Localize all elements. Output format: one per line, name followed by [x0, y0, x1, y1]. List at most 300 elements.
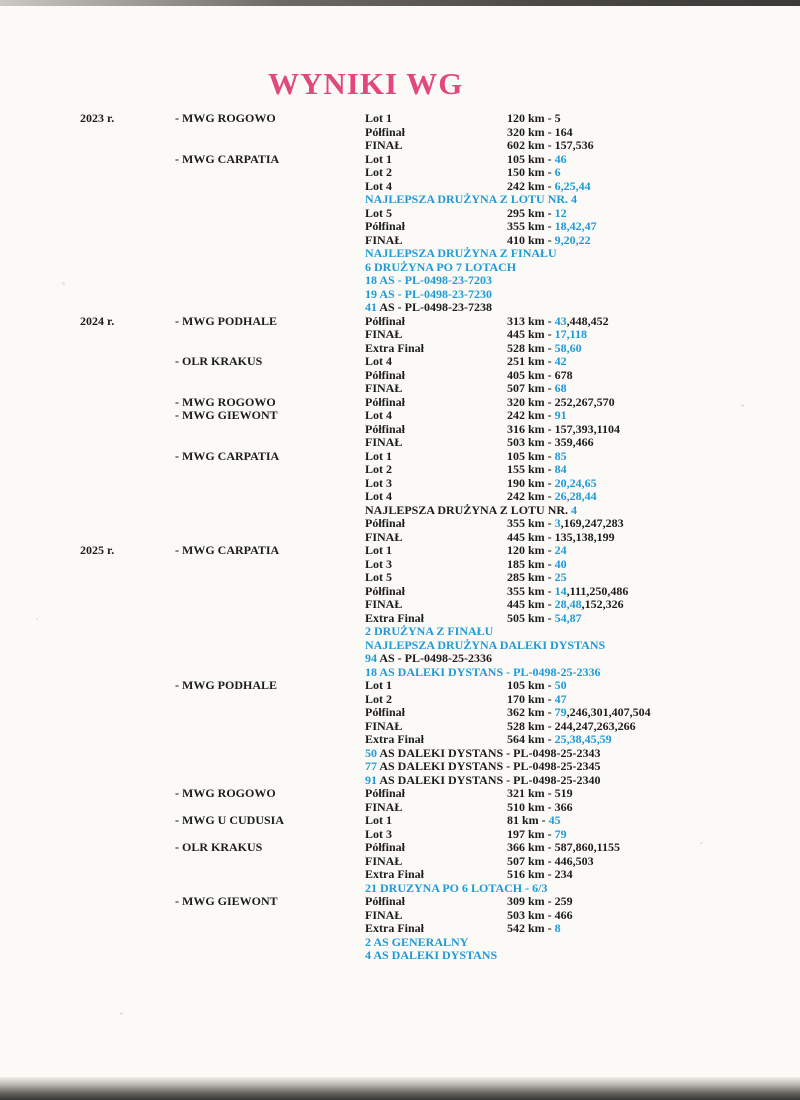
year-cell [0, 450, 175, 464]
organization-cell: - OLR KRAKUS [175, 840, 263, 854]
organization-cell [175, 207, 365, 221]
organization-cell: - MWG CARPATIA [175, 543, 280, 557]
highlighted-text-segment: 79 [554, 826, 567, 841]
result-cell [507, 490, 800, 504]
result-cell [507, 774, 800, 788]
flight-cell: Lot 3 [365, 556, 392, 571]
flight-cell: Extra Finał [365, 340, 424, 355]
note-cell [365, 502, 578, 518]
highlighted-text-segment: 40 [554, 556, 567, 571]
flight-cell: Półfinał [365, 583, 406, 598]
result-cell [507, 261, 800, 275]
organization-cell [175, 558, 365, 572]
result-row [0, 531, 800, 545]
text-segment: 321 km - 519 [507, 786, 573, 800]
result-cell [507, 733, 800, 747]
year-cell [0, 207, 175, 221]
text-segment: 564 km - [507, 732, 555, 746]
result-cell [507, 598, 800, 612]
highlighted-text-segment: 47 [554, 691, 567, 706]
year-cell [0, 436, 175, 450]
result-cell [507, 180, 800, 194]
flight-cell: Półfinał [365, 219, 406, 233]
result-cell [507, 882, 800, 896]
text-segment: 445 km - [507, 597, 555, 611]
result-row [0, 544, 800, 558]
note-row [0, 760, 800, 774]
year-cell [0, 180, 175, 194]
flight-cell: Półfinał [365, 786, 406, 800]
result-row [0, 112, 800, 126]
organization-cell [175, 342, 365, 356]
organization-cell [175, 193, 365, 207]
result-row [0, 477, 800, 491]
year-cell [0, 774, 175, 788]
text-segment: 366 km - 587,860,1155 [507, 840, 621, 854]
result-cell [507, 220, 800, 234]
highlighted-text-segment: 91 [554, 408, 567, 422]
flight-cell: Lot 1 [365, 813, 392, 827]
result-row [0, 922, 800, 936]
result-cell [507, 207, 800, 221]
highlighted-text-segment: 50 [554, 678, 567, 692]
organization-cell [175, 922, 365, 936]
highlighted-text-segment: 20,24,65 [554, 475, 597, 490]
flight-cell: Półfinał [365, 367, 406, 382]
organization-cell [175, 855, 365, 869]
flight-cell: Lot 1 [365, 678, 392, 692]
highlighted-text-segment: 79 [554, 705, 567, 719]
result-cell [507, 814, 800, 828]
year-cell [0, 396, 175, 410]
note-cell [365, 192, 578, 207]
flight-cell: Lot 4 [365, 489, 392, 503]
year-cell [0, 922, 175, 936]
year-cell [0, 733, 175, 747]
flight-cell: Lot 5 [365, 570, 392, 584]
text-segment: 320 km - 252,267,570 [507, 394, 615, 409]
organization-cell: - MWG ROGOWO [175, 394, 276, 409]
organization-cell [175, 598, 365, 612]
year-cell [0, 936, 175, 950]
text-segment: 120 km - 5 [507, 111, 561, 125]
result-row [0, 153, 800, 167]
text-segment: 150 km - [507, 165, 555, 179]
year-cell [0, 855, 175, 869]
result-cell [507, 382, 800, 396]
document-title: WYNIKI WG [268, 66, 464, 101]
note-row [0, 247, 800, 261]
year-cell [0, 247, 175, 261]
year-cell [0, 504, 175, 518]
result-row [0, 409, 800, 423]
result-row [0, 787, 800, 801]
result-row [0, 220, 800, 234]
text-segment: 242 km - [507, 178, 555, 193]
flight-cell: Extra Finał [365, 867, 424, 881]
organization-cell: - MWG ROGOWO [175, 111, 276, 125]
highlighted-text-segment: 4 AS DALEKI DYSTANS [365, 948, 498, 962]
flight-cell: FINAŁ [365, 435, 403, 449]
result-cell [507, 639, 800, 653]
note-cell [365, 259, 517, 275]
text-segment: 251 km - [507, 354, 555, 368]
year-cell [0, 517, 175, 531]
result-row [0, 234, 800, 248]
organization-cell [175, 936, 365, 950]
year-cell [0, 409, 175, 423]
result-cell [507, 504, 800, 518]
result-row [0, 396, 800, 410]
organization-cell [175, 490, 365, 504]
highlighted-text-segment: 42 [554, 354, 567, 368]
highlighted-text-segment: 18 AS DALEKI DYSTANS - PL-0498-25-2336 [365, 664, 601, 679]
flight-cell: Półfinał [365, 705, 406, 719]
result-cell [507, 801, 800, 815]
organization-cell [175, 301, 365, 315]
flight-cell: Półfinał [365, 313, 406, 328]
result-cell [507, 477, 800, 491]
result-cell [507, 450, 800, 464]
note-row [0, 504, 800, 518]
result-cell [507, 112, 800, 126]
result-row [0, 585, 800, 599]
result-cell [507, 126, 800, 140]
organization-cell [175, 382, 365, 396]
result-cell [507, 369, 800, 383]
organization-cell [175, 882, 365, 896]
year-cell [0, 166, 175, 180]
organization-cell [175, 369, 365, 383]
text-segment: 170 km - [507, 691, 555, 706]
text-segment: 105 km - [507, 678, 555, 692]
year-cell [0, 355, 175, 369]
result-row [0, 139, 800, 153]
highlighted-text-segment: 46 [554, 151, 567, 166]
organization-cell [175, 423, 365, 437]
note-row [0, 261, 800, 275]
result-row [0, 679, 800, 693]
highlighted-text-segment: NAJLEPSZA DRUŻYNA Z FINAŁU [365, 246, 557, 260]
organization-cell [175, 517, 365, 531]
text-segment: 295 km - [507, 205, 555, 220]
text-segment: 81 km - [507, 813, 549, 827]
year-cell [0, 328, 175, 342]
organization-cell [175, 328, 365, 342]
year-cell [0, 463, 175, 477]
year-cell [0, 342, 175, 356]
result-row [0, 423, 800, 437]
year-cell [0, 760, 175, 774]
text-segment: 313 km - [507, 313, 555, 328]
text-segment: 355 km - [507, 583, 555, 598]
year-cell [0, 895, 175, 909]
result-cell [507, 153, 800, 167]
year-cell [0, 787, 175, 801]
organization-cell [175, 706, 365, 720]
highlighted-text-segment: 25,38,45,59 [554, 732, 612, 746]
year-cell [0, 652, 175, 666]
text-segment: 507 km - [507, 381, 555, 395]
text-segment: 405 km - 678 [507, 367, 573, 382]
text-segment: ,169,247,283 [560, 516, 624, 530]
result-row [0, 342, 800, 356]
text-segment: 120 km - [507, 543, 555, 557]
result-cell [507, 612, 800, 626]
highlighted-text-segment: 2 DRUŻYNA Z FINAŁU [365, 624, 494, 638]
text-segment: 362 km - [507, 705, 555, 719]
year-cell [0, 693, 175, 707]
text-segment: ,448,452 [566, 313, 609, 328]
organization-cell [175, 720, 365, 734]
result-row [0, 612, 800, 626]
organization-cell: - MWG GIEWONT [175, 894, 278, 908]
year-cell [0, 490, 175, 504]
flight-cell: Lot 4 [365, 354, 392, 368]
result-row [0, 450, 800, 464]
highlighted-text-segment: 26,28,44 [554, 489, 597, 503]
highlighted-text-segment: 14 [554, 583, 567, 598]
organization-cell [175, 531, 365, 545]
highlighted-text-segment: 18 AS - PL-0498-23-7203 [365, 273, 492, 287]
result-row [0, 598, 800, 612]
organization-cell [175, 504, 365, 518]
flight-cell: Półfinał [365, 124, 406, 139]
flight-cell: Półfinał [365, 394, 406, 409]
highlighted-text-segment: 77 [365, 759, 380, 773]
highlighted-text-segment: NAJLEPSZA DRUŻYNA DALEKI DYSTANS [365, 637, 606, 652]
result-cell [507, 895, 800, 909]
result-row [0, 517, 800, 531]
note-row [0, 774, 800, 788]
organization-cell: - MWG CARPATIA [175, 448, 280, 463]
flight-cell: Półfinał [365, 894, 406, 908]
highlighted-text-segment: 3 [554, 516, 561, 530]
result-cell [507, 652, 800, 666]
text-segment: AS DALEKI DYSTANS - PL-0498-25-2343 [379, 745, 601, 760]
year-cell [0, 193, 175, 207]
year-cell [0, 288, 175, 302]
result-row [0, 855, 800, 869]
note-cell [365, 936, 507, 950]
result-row [0, 328, 800, 342]
result-cell [507, 301, 800, 315]
organization-cell: - MWG CARPATIA [175, 151, 280, 166]
year-cell [0, 558, 175, 572]
year-cell [0, 153, 175, 167]
organization-cell [175, 274, 365, 288]
result-cell [507, 517, 800, 531]
flight-cell: FINAŁ [365, 799, 403, 814]
highlighted-text-segment: 6 [554, 165, 561, 179]
organization-cell [175, 247, 365, 261]
text-segment: 602 km - 157,536 [507, 138, 594, 152]
result-cell [507, 909, 800, 923]
organization-cell: - MWG ROGOWO [175, 786, 276, 800]
result-row [0, 693, 800, 707]
result-cell [507, 706, 800, 720]
result-cell [507, 828, 800, 842]
text-segment: 355 km - [507, 516, 555, 530]
year-cell: 2023 r. [80, 111, 115, 125]
flight-cell: Lot 4 [365, 408, 392, 422]
text-segment: 105 km - [507, 151, 555, 166]
result-cell [507, 544, 800, 558]
text-segment: 242 km - [507, 489, 555, 503]
note-cell [365, 949, 507, 963]
result-cell [507, 787, 800, 801]
note-row [0, 652, 800, 666]
year-cell [0, 382, 175, 396]
organization-cell [175, 801, 365, 815]
note-cell [365, 274, 507, 288]
flight-cell: FINAŁ [365, 853, 403, 868]
organization-cell [175, 166, 365, 180]
text-segment: 197 km - [507, 826, 555, 841]
highlighted-text-segment: 4 [571, 502, 578, 517]
result-row [0, 814, 800, 828]
organization-cell [175, 612, 365, 626]
result-cell [507, 868, 800, 882]
year-cell [0, 720, 175, 734]
result-cell [507, 193, 800, 207]
highlighted-text-segment: 45 [548, 813, 561, 827]
text-segment: 355 km - [507, 219, 555, 233]
scan-artifact-top-edge [0, 0, 800, 6]
organization-cell [175, 774, 365, 788]
highlighted-text-segment: 68 [554, 381, 567, 395]
year-cell [0, 841, 175, 855]
text-segment: 516 km - 234 [507, 867, 573, 881]
result-row [0, 315, 800, 329]
text-segment: 542 km - [507, 921, 555, 935]
highlighted-text-segment: 19 AS - PL-0498-23-7230 [365, 286, 492, 301]
flight-cell: FINAŁ [365, 907, 403, 922]
year-cell [0, 585, 175, 599]
flight-cell: Półfinał [365, 421, 406, 436]
result-row [0, 706, 800, 720]
note-cell [365, 637, 606, 653]
organization-cell: - OLR KRAKUS [175, 354, 263, 368]
note-cell [365, 772, 601, 788]
year-cell [0, 220, 175, 234]
organization-cell [175, 828, 365, 842]
highlighted-text-segment: 12 [554, 205, 567, 220]
organization-cell [175, 693, 365, 707]
organization-cell [175, 868, 365, 882]
result-row [0, 895, 800, 909]
organization-cell [175, 477, 365, 491]
result-cell [507, 720, 800, 734]
flight-cell: Extra Finał [365, 732, 424, 746]
year-cell [0, 126, 175, 140]
result-cell [507, 436, 800, 450]
year-cell: 2024 r. [80, 313, 115, 328]
result-cell [507, 409, 800, 423]
flight-cell: Lot 2 [365, 165, 392, 179]
result-cell [507, 922, 800, 936]
text-segment: AS - PL-0498-25-2336 [379, 651, 493, 665]
organization-cell [175, 261, 365, 275]
year-cell [0, 868, 175, 882]
year-cell [0, 639, 175, 653]
text-segment: 410 km - [507, 232, 555, 247]
flight-cell: Półfinał [365, 840, 406, 854]
flight-cell: Extra Finał [365, 610, 424, 625]
note-row [0, 639, 800, 653]
scan-artifact-bottom-edge [0, 1077, 800, 1100]
year-cell [0, 274, 175, 288]
highlighted-text-segment: 54,87 [554, 610, 582, 625]
highlighted-text-segment: NAJLEPSZA DRUŻYNA Z LOTU NR. 4 [365, 192, 578, 206]
result-row [0, 180, 800, 194]
highlighted-text-segment: 28,48 [554, 597, 582, 611]
result-cell [507, 760, 800, 774]
flight-cell: Lot 1 [365, 151, 392, 166]
text-segment: 503 km - 359,466 [507, 435, 594, 449]
year-cell [0, 612, 175, 626]
text-segment: 242 km - [507, 408, 555, 422]
flight-cell: Półfinał [365, 516, 406, 530]
year-cell [0, 706, 175, 720]
text-segment: ,152,326 [581, 597, 624, 611]
organization-cell [175, 747, 365, 761]
note-row [0, 666, 800, 680]
organization-cell [175, 760, 365, 774]
flight-cell: Lot 1 [365, 543, 392, 557]
flight-cell: FINAŁ [365, 138, 403, 152]
year-cell [0, 666, 175, 680]
result-cell [507, 693, 800, 707]
result-cell [507, 949, 800, 963]
result-row [0, 571, 800, 585]
result-row [0, 166, 800, 180]
result-row [0, 355, 800, 369]
organization-cell [175, 139, 365, 153]
text-segment: 445 km - 135,138,199 [507, 529, 615, 544]
result-cell [507, 166, 800, 180]
organization-cell [175, 126, 365, 140]
organization-cell [175, 463, 365, 477]
flight-cell: FINAŁ [365, 327, 403, 341]
result-cell [507, 625, 800, 639]
result-cell [507, 355, 800, 369]
organization-cell: - MWG PODHALE [175, 678, 277, 692]
highlighted-text-segment: 6,25,44 [554, 178, 591, 193]
flight-cell: Lot 5 [365, 205, 392, 220]
text-segment: AS DALEKI DYSTANS - PL-0498-25-2345 [379, 759, 601, 773]
year-cell [0, 477, 175, 491]
result-cell [507, 531, 800, 545]
result-row [0, 436, 800, 450]
text-segment: 445 km - [507, 327, 555, 341]
result-cell [507, 936, 800, 950]
text-segment: ,111,250,486 [566, 583, 629, 598]
note-cell [365, 625, 507, 639]
result-row [0, 463, 800, 477]
scan-noise-speck [120, 1012, 123, 1015]
result-row [0, 490, 800, 504]
text-segment: 185 km - [507, 556, 555, 571]
result-cell [507, 585, 800, 599]
text-segment: ,246,301,407,504 [566, 705, 651, 719]
text-segment: 528 km - [507, 340, 555, 355]
result-cell [507, 342, 800, 356]
highlighted-text-segment: 91 [365, 772, 380, 787]
year-cell [0, 261, 175, 275]
result-cell [507, 234, 800, 248]
result-row [0, 801, 800, 815]
